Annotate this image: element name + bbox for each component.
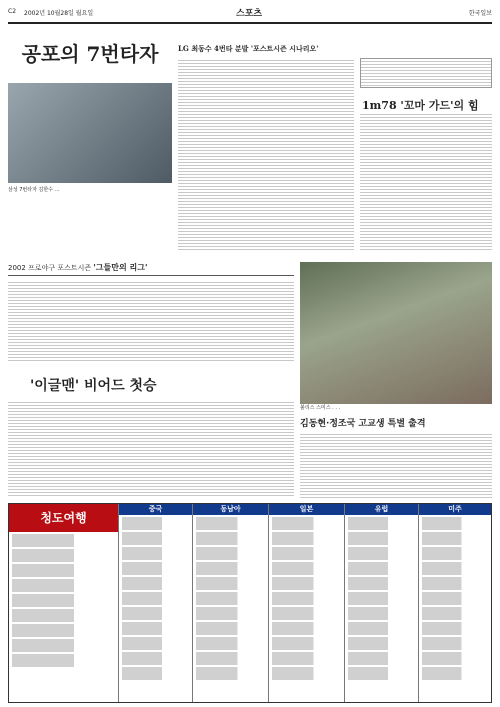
feature-body (8, 280, 294, 362)
right-bottom-body (300, 432, 492, 498)
ad-row (272, 547, 341, 560)
ad-column-2 (119, 504, 193, 702)
ad-row (422, 562, 488, 575)
ad-row (196, 652, 265, 665)
paper-name: 한국일보 (468, 10, 492, 17)
ad-row (422, 532, 488, 545)
feature-label: 2002 프로야구 포스트시즌 (8, 264, 92, 272)
mid-top-body (178, 58, 354, 250)
left-top-photo (8, 83, 172, 183)
feature-headline: '그들만의 리그' (93, 262, 148, 272)
mid-top-headline: '포스트시즌 시나리오' (250, 44, 319, 53)
ad-row (422, 667, 488, 680)
left-bottom-headline: '이글맨' 비어드 첫승 (30, 378, 157, 394)
photo-caption: 볼리스 스미스 . . . (300, 405, 341, 411)
ad-row (122, 667, 189, 680)
ad-row (422, 622, 488, 635)
ad-column-5 (345, 504, 419, 702)
ad-row (422, 547, 488, 560)
mid-top-kicker: LG 최동수 4번타 분발 (178, 44, 249, 53)
left-top-caption: 삼성 7번타자 김한수 … (8, 187, 60, 193)
ad-row (272, 622, 341, 635)
ad-row (348, 517, 415, 530)
ad-row (348, 577, 415, 590)
ad-row (122, 622, 189, 635)
ad-row (272, 652, 341, 665)
ad-row (348, 622, 415, 635)
ad-row (196, 667, 265, 680)
feature-header (8, 262, 294, 276)
ad-row (272, 607, 341, 620)
ad-row (272, 637, 341, 650)
ad-column-6 (419, 504, 491, 702)
ad-row (196, 517, 265, 530)
ad-row (122, 652, 189, 665)
ad-row (122, 517, 189, 530)
ad-row (272, 517, 341, 530)
ad-column-1 (9, 504, 119, 702)
ad-row (348, 562, 415, 575)
right-top-box (360, 58, 492, 88)
ad-row (12, 654, 115, 667)
ad-column-3 (193, 504, 269, 702)
section-name: 스포츠 (236, 9, 263, 19)
ad-row (12, 624, 115, 637)
ad-row (272, 592, 341, 605)
ad-row (348, 592, 415, 605)
football-photo (300, 262, 492, 404)
ad-col1-title: 청도여행 (9, 504, 118, 532)
ad-row (196, 607, 265, 620)
ad-row (422, 577, 488, 590)
ad-row (422, 637, 488, 650)
page-header (8, 6, 492, 24)
ad-row (422, 607, 488, 620)
ad-row (348, 532, 415, 545)
ad-row (196, 577, 265, 590)
advertisement-strip (8, 503, 492, 703)
ad-row (348, 607, 415, 620)
ad-col5-title: 유럽 (345, 504, 418, 515)
ad-row (348, 637, 415, 650)
ad-row (196, 532, 265, 545)
ad-row (122, 547, 189, 560)
ad-row (272, 667, 341, 680)
ad-row (12, 579, 115, 592)
left-top-article (8, 28, 172, 250)
ad-row (196, 547, 265, 560)
ad-row (196, 592, 265, 605)
ad-row (422, 517, 488, 530)
ad-row (12, 594, 115, 607)
ad-row (12, 534, 115, 547)
ad-col3-title: 동남아 (193, 504, 268, 515)
ad-row (122, 637, 189, 650)
mid-top-title (178, 44, 358, 54)
ad-row (348, 652, 415, 665)
ad-row (196, 622, 265, 635)
issue-date: 2002년 10월28일 월요일 (24, 10, 94, 17)
ad-row (272, 532, 341, 545)
left-top-headline: 공포의 7번타자 (21, 42, 159, 66)
page-number: C2 (8, 8, 17, 15)
ad-row (122, 592, 189, 605)
ad-column-4 (269, 504, 345, 702)
ad-row (12, 564, 115, 577)
ad-col6-title: 미주 (419, 504, 491, 515)
ad-row (272, 577, 341, 590)
right-bottom-headline: 김동현·정조국 고교생 특별 출격 (300, 419, 426, 429)
right-top-body (360, 112, 492, 250)
right-top-headline: 1m78 '꼬마 가드'의 힘 (362, 99, 479, 112)
ad-row (12, 549, 115, 562)
ad-row (422, 652, 488, 665)
ad-row (122, 607, 189, 620)
ad-row (12, 609, 115, 622)
ad-row (272, 562, 341, 575)
ad-row (348, 547, 415, 560)
left-bottom-body (8, 400, 294, 498)
ad-row (122, 562, 189, 575)
ad-row (196, 637, 265, 650)
ad-col4-title: 일본 (269, 504, 344, 515)
ad-row (122, 577, 189, 590)
ad-row (122, 532, 189, 545)
ad-col2-title: 중국 (119, 504, 192, 515)
ad-row (422, 592, 488, 605)
ad-row (196, 562, 265, 575)
ad-row (348, 667, 415, 680)
ad-row (12, 639, 115, 652)
